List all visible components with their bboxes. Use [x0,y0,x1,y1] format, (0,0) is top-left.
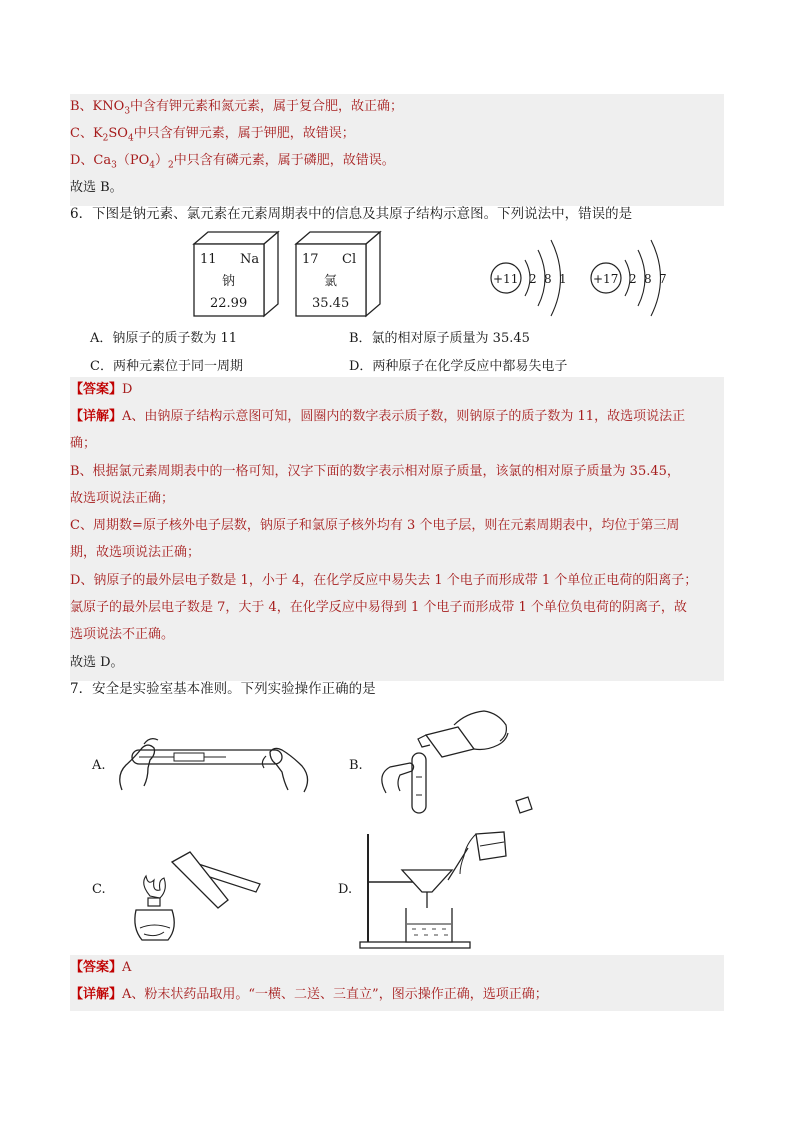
q7-stem: 7．安全是实验室基本准则。下列实验操作正确的是 [70,681,376,697]
q5-conclusion: 故选 B。 [70,180,123,195]
q7-option-a-figure [114,720,314,800]
atom-cl-shell-3: 7 [659,272,667,286]
q7-option-c-figure [110,832,290,952]
q7-answer: 【答案】A [70,960,132,975]
q6-detail-line-3: B、根据氯元素周期表中的一格可知，汉字下面的数字表示相对原子质量，该氯的相对原子质量为 35.45， [70,464,680,479]
q6-detail-line-1: 【详解】A、由钠原子结构示意图可知，圆圈内的数字表示质子数，则钠原子的质子数为 11，故选项说法正 [70,409,686,424]
q6-stem: 6．下图是钠元素、氯元素在元素周期表中的信息及其原子结构示意图。下列说法中，错误的是 [70,206,633,222]
q7-option-c-label: C. [92,882,106,897]
q7-option-b-label: B. [349,758,363,773]
q6-answer: 【答案】D [70,382,133,397]
q7-option-d-label: D. [338,882,353,897]
q6-detail-line-2: 确； [70,436,97,451]
q6-option-d: D．两种原子在化学反应中都易失电子 [349,359,568,374]
periodic-cell-cl [296,232,380,316]
cell-na-name: 钠 [222,274,236,289]
q5-explanation [70,94,724,206]
atom-diagram-na [491,240,567,316]
atom-cl-nucleus: +17 [593,272,619,286]
q6-detail-line-9: 选项说法不正确。 [70,627,175,642]
q6-detail-line-7: D、钠原子的最外层电子数是 1，小于 4，在化学反应中易失去 1 个电子而形成带 1 个单位正电荷的阳离子； [70,573,698,588]
atom-na-shell-3: 1 [559,272,567,286]
atom-na-shell-1: 2 [529,272,537,286]
cell-na-mass: 22.99 [210,296,248,311]
atom-na-shell-2: 8 [544,272,552,286]
q6-figure [190,230,610,322]
q6-detail-line-4: 故选项说法正确； [70,491,175,506]
q6-detail-line-10: 故选 D。 [70,655,124,670]
q6-option-b: B．氯的相对原子质量为 35.45 [349,331,530,346]
q5-option-c-explanation: C、$K_2SO_4$中只含有钾元素，属于钾肥，故错误； [70,126,355,144]
atom-cl-shell-1: 2 [629,272,637,286]
q6-detail-line-8: 氯原子的最外层电子数是 7，大于 4，在化学反应中易得到 1 个电子而形成带 1 个单位负电荷的阴离子，故 [70,600,687,615]
q5-option-d-explanation: D、$Ca_3(PO_4)_2$中只含有磷元素，属于磷肥，故错误。 [70,153,395,171]
q6-detail-line-5: C、周期数=原子核外电子层数，钠原子和氯原子核外均有 3 个电子层，则在元素周期表中，均位于第三周 [70,518,680,533]
atom-na-nucleus: +11 [493,272,519,286]
cell-na-symbol: Na [240,252,260,267]
q6-option-c: C．两种元素位于同一周期 [90,359,243,374]
q6-detail-line-6: 期，故选项说法正确； [70,545,201,560]
q6-answer-block [70,377,724,681]
cell-cl-symbol: Cl [342,252,357,267]
cell-na-number: 11 [200,252,217,267]
q6-figure-cl-atom [585,230,685,322]
q7-detail: 【详解】A、粉末状药品取用。“一横、二送、三直立”，图示操作正确，选项正确； [70,987,548,1002]
q7-answer-block [70,955,724,1011]
q5-option-b-explanation: B、$KNO_3$中含有钾元素和氮元素，属于复合肥，故正确； [70,99,404,117]
periodic-cell-na [194,232,278,316]
q7-option-a-label: A. [92,758,106,773]
atom-diagram-cl [591,240,667,316]
q6-option-a: A．钠原子的质子数为 11 [90,331,238,346]
q7-option-d-figure [356,826,536,952]
cell-cl-number: 17 [302,252,319,267]
cell-cl-name: 氯 [324,274,338,289]
q7-option-b-figure [366,705,546,823]
cell-cl-mass: 35.45 [312,296,350,311]
atom-cl-shell-2: 8 [644,272,652,286]
